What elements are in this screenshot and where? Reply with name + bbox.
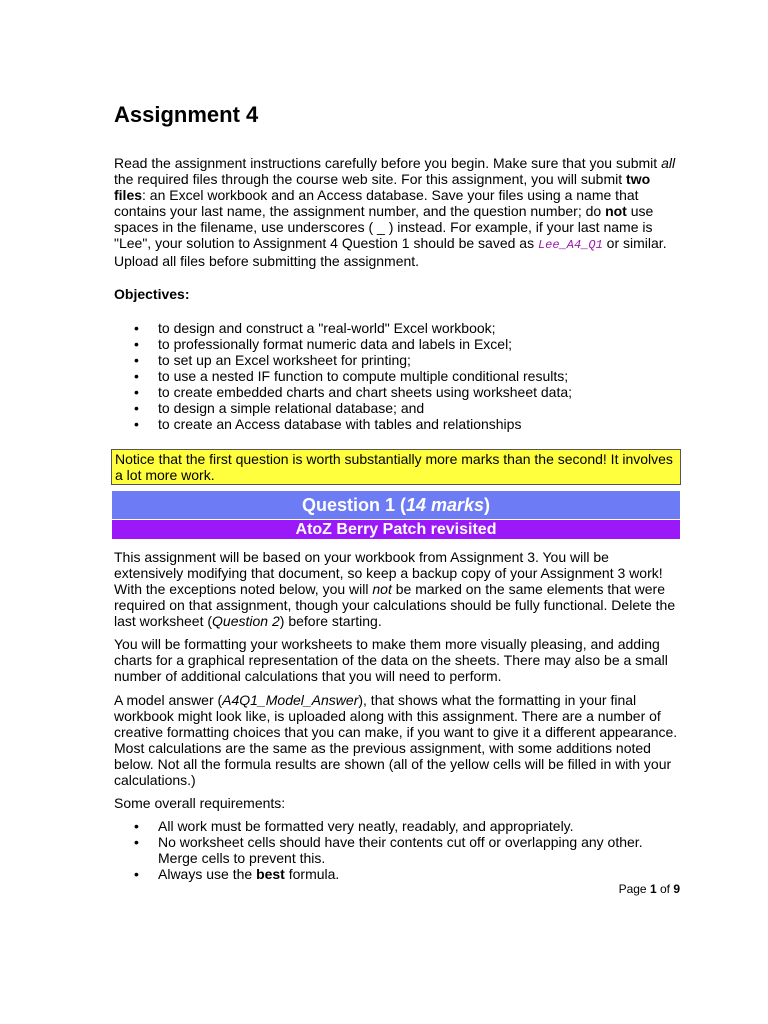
list-item: • All work must be formatted very neatly, readably, and appropriately. [114,818,680,834]
list-item: • to use a nested IF function to compute multiple conditional results; [114,368,680,384]
total-pages: 9 [673,882,680,896]
list-item-text: Always use the [158,866,257,882]
list-item: • to professionally format numeric data and labels in Excel; [114,336,680,352]
question-title-suffix: ) [484,495,491,515]
objectives-list [114,320,680,432]
requirements-list [114,818,680,882]
list-item: • No worksheet cells should have their contents cut off or overlapping any other. Merge cells to prevent this. [114,834,680,866]
emphasis-question-2: Question 2 [212,613,280,629]
body-paragraph: Some overall requirements: [114,795,286,811]
paragraph-text: ) before starting. [279,613,382,629]
list-item: • to design a simple relational database; and [114,400,680,416]
page-label: Page [618,882,650,896]
example-filename: Lee_A4_Q1 [537,238,603,252]
intro-bold-two-files: two files [114,171,651,203]
question-title: Question 1 ( [301,495,406,515]
of-label: of [656,882,674,896]
list-item-text: formula. [284,866,340,882]
intro-paragraph [114,155,680,269]
question-subtitle-banner: AtoZ Berry Patch revisited [112,520,680,539]
question-banner [112,491,680,519]
paragraph-text: A model answer ( [114,692,223,708]
body-paragraph [114,692,680,788]
body-paragraph [114,549,680,629]
objectives-heading: Objectives: [114,286,190,302]
intro-text: the required files through the course web site. For this assignment, you will submit [114,171,627,187]
intro-bold-not: not [605,203,627,219]
paragraph-text: This assignment will be based on your workbook from Assignment 3. You will be extensively modifying that document, so keep a backup copy of your Assignment 3 work! With the exceptions noted below, you will [114,549,663,597]
list-item: • to design and construct a "real-world" Excel workbook; [114,320,680,336]
current-page: 1 [649,882,657,896]
paragraph-text: ), that shows what the formatting in your final workbook might look like, is uploaded along with this assignment. There are a number of creative formatting choices that you can make, if you want to give it a different appearance. Most calculations are the same as the previous assignment, with some additions noted below. Not all the formula results are shown (all of the yellow cells will be filled in with your calculations.) [114,692,678,788]
paragraph-text: be marked on the same elements that were required on that assignment, though your calculations should be fully functional. Delete the last worksheet ( [114,581,676,629]
intro-text: : an Excel workbook and an Access database. Save your files using a name that contains your last name, the assignment number, and the question number; do [114,187,639,219]
bold-best: best [256,866,285,882]
list-item: • to create an Access database with tables and relationships [114,416,680,432]
intro-text: use spaces in the filename, use underscores ( _ ) instead. For example, if your last name is "Lee", your solution to Assignment 4 Question 1 should be saved as [114,203,654,251]
list-item: • to create embedded charts and chart sheets using worksheet data; [114,384,680,400]
page-title: Assignment 4 [114,102,259,127]
intro-emphasis-all: all [661,155,676,171]
list-item: • to set up an Excel worksheet for printing; [114,352,680,368]
model-answer-filename: A4Q1_Model_Answer [222,692,359,708]
intro-text: or similar. Upload all files before submitting the assignment. [114,235,667,269]
list-item [114,866,680,882]
body-paragraph: You will be formatting your worksheets to make them more visually pleasing, and adding charts for a graphical representation of the data on the sheets. There may also be a small number of additional calculations that you will need to perform. [114,636,668,684]
intro-text: Read the assignment instructions carefully before you begin. Make sure that you submit [114,155,662,171]
page-number [619,882,680,896]
emphasis-not: not [372,581,392,597]
question-marks: 14 marks [405,495,485,515]
notice-box: Notice that the first question is worth substantially more marks than the second! It involves a lot more work. [111,449,681,485]
